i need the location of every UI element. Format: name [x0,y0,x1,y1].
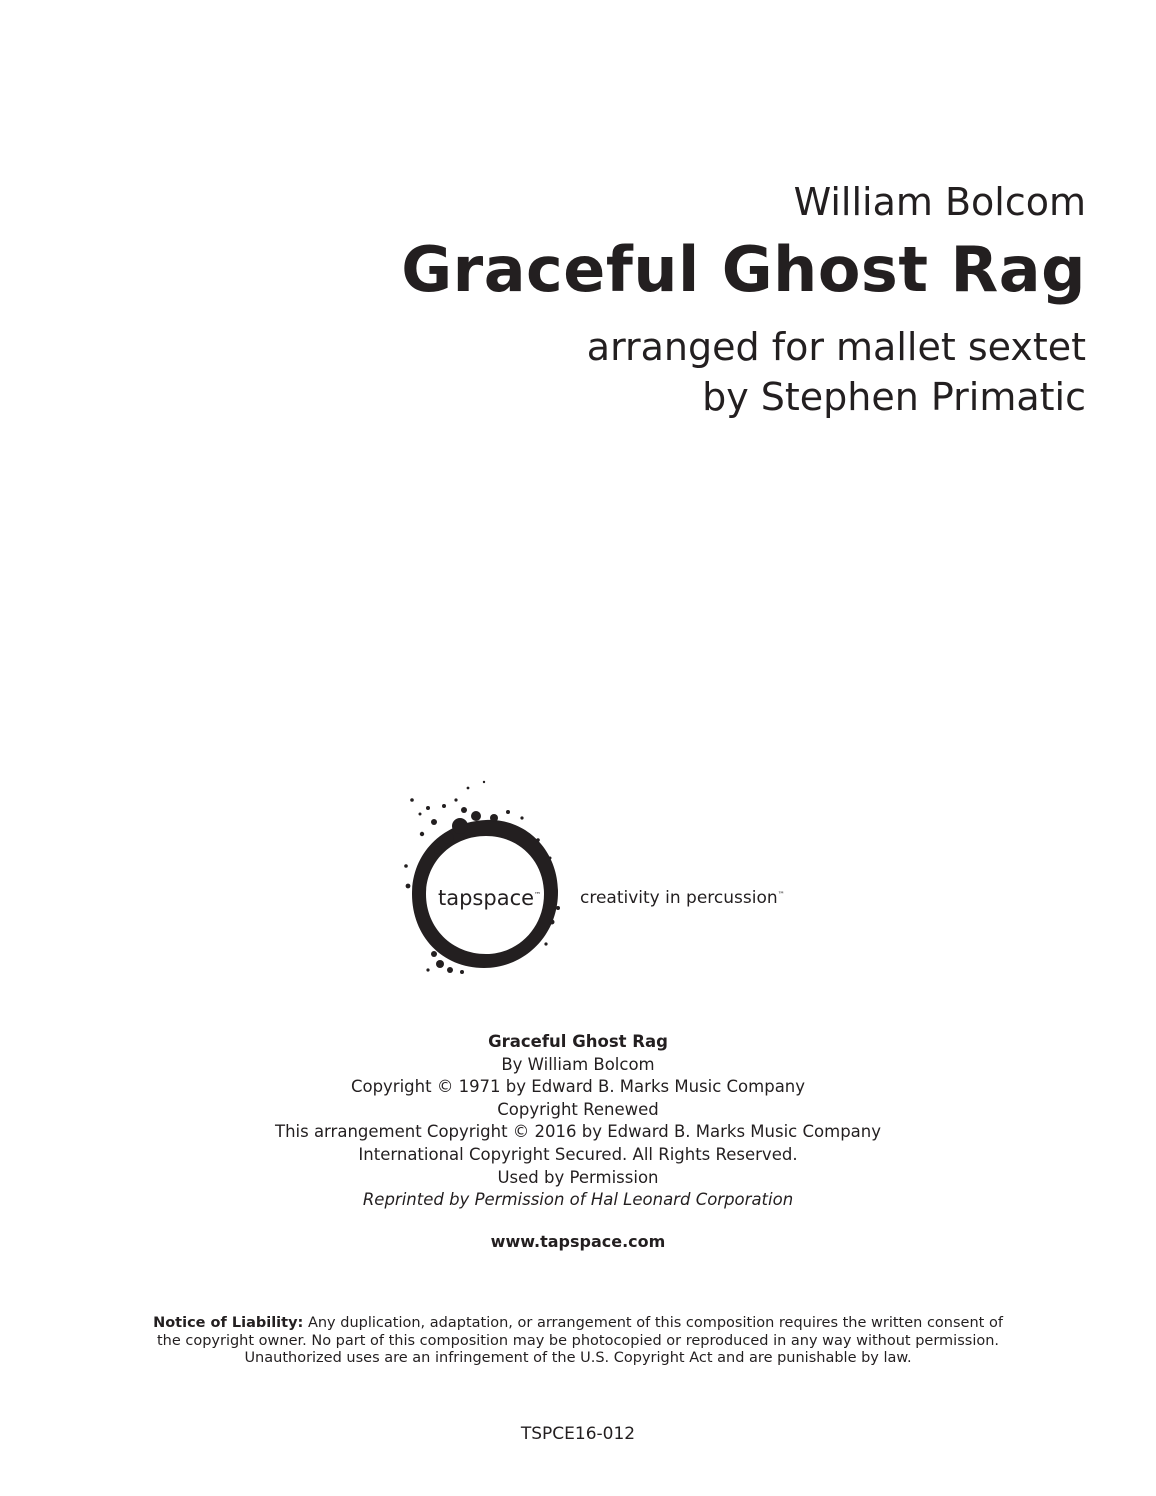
piece-title: Graceful Ghost Rag [401,233,1086,306]
trademark-mark: ™ [534,891,542,899]
tapspace-wordmark [438,886,541,910]
notice-label: Notice of Liability: [153,1315,304,1331]
tagline-text: creativity in percussion [580,888,778,908]
arranger-line-1: arranged for mallet sextet [586,325,1086,369]
credits-title: Graceful Ghost Rag [488,1032,668,1051]
credits-copyright: Copyright © 1971 by Edward B. Marks Music Company [350,1077,806,1097]
wordmark-text: tapspace [438,886,535,910]
credits-rights-reserved: International Copyright Secured. All Rights Reserved. [358,1144,798,1164]
credits-permission: Used by Permission [497,1167,659,1187]
website-link[interactable]: www.tapspace.com [490,1232,666,1251]
credits-renewed: Copyright Renewed [497,1099,659,1119]
title-block [401,176,1086,422]
tagline [580,888,785,908]
tapspace-logo [398,778,818,978]
arranger-line-2: by Stephen Primatic [702,375,1086,419]
trademark-mark: ™ [777,890,785,899]
notice-line-3: Unauthorized uses are an infringement of the U.S. Copyright Act and are punishable by law. [244,1350,912,1366]
catalog-number: TSPCE16-012 [520,1424,636,1444]
composer-name: William Bolcom [793,180,1086,224]
notice-line-2: the copyright owner. No part of this composition may be photocopied or reproduced in any way without permission. [156,1332,1000,1349]
credits-composer: By William Bolcom [501,1054,655,1074]
credits-arrangement-copyright: This arrangement Copyright © 2016 by Edward B. Marks Music Company [274,1122,881,1142]
notice-line-1 [90,1315,1066,1333]
liability-notice [90,1315,1066,1368]
ink-splash-circle-icon [398,778,573,978]
notice-text-1: Any duplication, adaptation, or arrangement of this composition requires the written consent of [303,1315,1003,1331]
copyright-credits [0,1031,1156,1212]
credits-reprinted: Reprinted by Permission of Hal Leonard Corporation [362,1190,794,1210]
